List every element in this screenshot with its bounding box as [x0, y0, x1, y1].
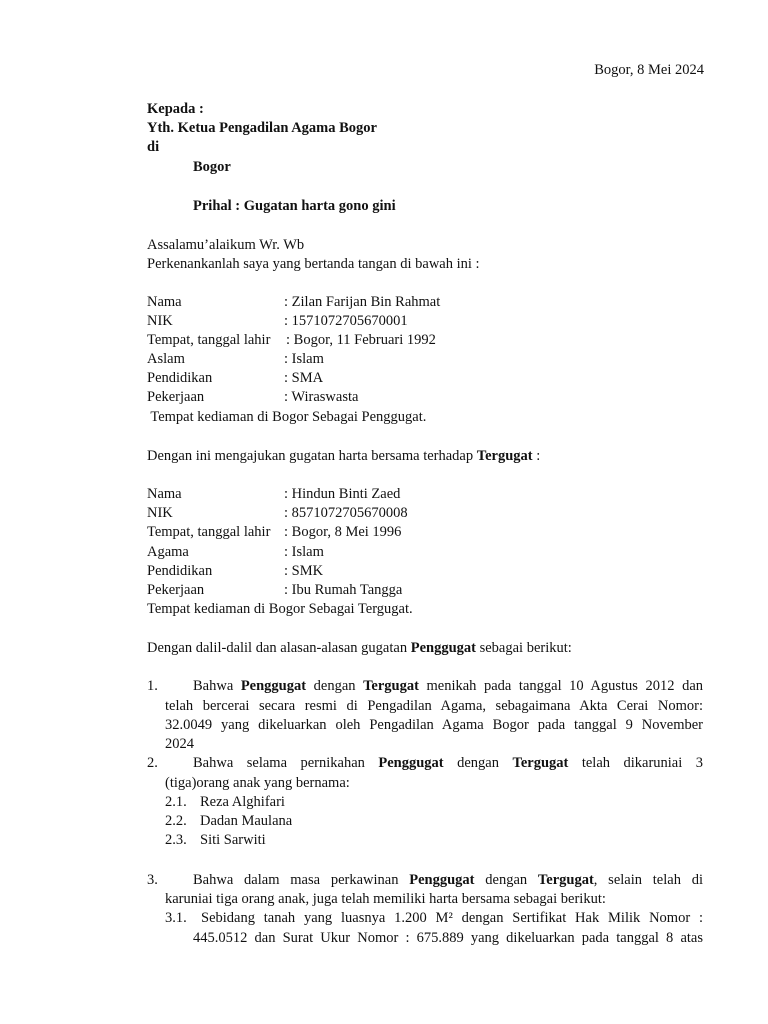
field-value: : Zilan Farijan Bin Rahmat: [284, 294, 441, 310]
sub-item-number: 3.1.: [165, 910, 187, 926]
plaintiff-residence: Tempat kediaman di Bogor Sebagai Penggugat.: [147, 409, 427, 425]
point-line: [193, 754, 703, 773]
field-value: : Ibu Rumah Tangga: [284, 582, 403, 598]
sub-item-line: 445.0512 dan Surat Ukur Nomor : 675.889 yang dikeluarkan pada tanggal 8 atas: [193, 930, 703, 946]
text-run: Bahwa selama pernikahan: [193, 755, 379, 771]
intro-text: Perkenankanlah saya yang bertanda tangan di bawah ini :: [147, 256, 480, 272]
text-run: Bahwa: [193, 678, 241, 694]
list-item-number: 2.3.: [165, 832, 187, 848]
claim-intro: [147, 447, 540, 466]
claim-intro-text: Dengan ini mengajukan gugatan harta bersama terhadap: [147, 448, 477, 464]
recipient: Yth. Ketua Pengadilan Agama Bogor: [147, 120, 377, 136]
field-label: Pendidikan: [147, 370, 213, 386]
recipient-city: Bogor: [193, 159, 231, 175]
sub-item-line: Sebidang tanah yang luasnya 1.200 M² dengan Sertifikat Hak Milik Nomor :: [201, 910, 703, 926]
point-line: 32.0049 yang dikeluarkan oleh Pengadilan Agama Bogor pada tanggal 9 November: [165, 717, 703, 733]
text-run: dengan: [443, 755, 513, 771]
field-value: : SMK: [284, 563, 324, 579]
text-run-bold: Penggugat: [240, 678, 307, 694]
field-value: : Bogor, 8 Mei 1996: [284, 524, 402, 540]
point-number: 2.: [147, 755, 158, 771]
to-label: Kepada :: [147, 101, 204, 117]
text-run: menikah pada tanggal 10 Agustus 2012 dan: [418, 678, 704, 694]
field-value: : Bogor, 11 Februari 1992: [286, 332, 436, 348]
field-label: Tempat, tanggal lahir: [147, 524, 271, 540]
point-number: 1.: [147, 678, 158, 694]
claim-intro-tail: :: [532, 448, 541, 464]
grounds-intro-bold: Penggugat: [410, 640, 476, 656]
place-date: Bogor, 8 Mei 2024: [594, 62, 704, 78]
field-label: Pendidikan: [147, 563, 213, 579]
text-run-bold: Penggugat: [378, 755, 444, 771]
letter-subject: Prihal : Gugatan harta gono gini: [193, 198, 396, 214]
text-run: Bahwa dalam masa perkawinan: [193, 872, 410, 888]
field-value: : 8571072705670008: [284, 505, 408, 521]
text-run: telah dikaruniai 3: [568, 755, 704, 771]
field-value: : SMA: [284, 370, 324, 386]
text-run-bold: Tergugat: [512, 755, 569, 771]
grounds-intro-text: Dengan dalil-dalil dan alasan-alasan gugatan: [147, 640, 411, 656]
text-run: , selain telah di: [593, 872, 704, 888]
point-number: 3.: [147, 872, 158, 888]
list-item-text: Dadan Maulana: [200, 813, 293, 829]
grounds-intro-tail: sebagai berikut:: [475, 640, 572, 656]
field-label: Nama: [147, 294, 182, 310]
grounds-intro: [147, 639, 572, 658]
di-label: di: [147, 139, 160, 155]
list-item-text: Reza Alghifari: [200, 794, 285, 810]
claim-intro-bold: Tergugat: [476, 448, 533, 464]
point-line: [193, 871, 703, 890]
point-line: 2024: [165, 736, 194, 752]
list-item-number: 2.1.: [165, 794, 187, 810]
field-value: : Wiraswasta: [284, 389, 359, 405]
text-run: dengan: [306, 678, 364, 694]
field-value: : Hindun Binti Zaed: [284, 486, 401, 502]
text-run-bold: Penggugat: [409, 872, 475, 888]
point-line: karuniai tiga orang anak, juga telah memiliki harta bersama sebagai berikut:: [165, 891, 606, 907]
list-item-number: 2.2.: [165, 813, 187, 829]
field-value: : Islam: [284, 544, 324, 560]
point-line: [193, 677, 703, 696]
text-run: dengan: [474, 872, 538, 888]
field-label: NIK: [147, 313, 173, 329]
field-value: : Islam: [284, 351, 324, 367]
point-line: telah bercerai secara resmi di Pengadilan Agama, sebagaimana Akta Cerai Nomor:: [165, 698, 703, 714]
field-label: NIK: [147, 505, 173, 521]
field-label: Agama: [147, 544, 189, 560]
field-label: Aslam: [147, 351, 185, 367]
field-label: Tempat, tanggal lahir: [147, 332, 271, 348]
text-run-bold: Tergugat: [537, 872, 594, 888]
text-run-bold: Tergugat: [363, 678, 419, 694]
list-item-text: Siti Sarwiti: [200, 832, 266, 848]
field-label: Nama: [147, 486, 182, 502]
field-value: : 1571072705670001: [284, 313, 408, 329]
point-line: (tiga)orang anak yang bernama:: [165, 775, 350, 791]
defendant-residence: Tempat kediaman di Bogor Sebagai Tergugat.: [147, 601, 413, 617]
greeting: Assalamu’alaikum Wr. Wb: [147, 237, 305, 253]
field-label: Pekerjaan: [147, 389, 205, 405]
field-label: Pekerjaan: [147, 582, 205, 598]
